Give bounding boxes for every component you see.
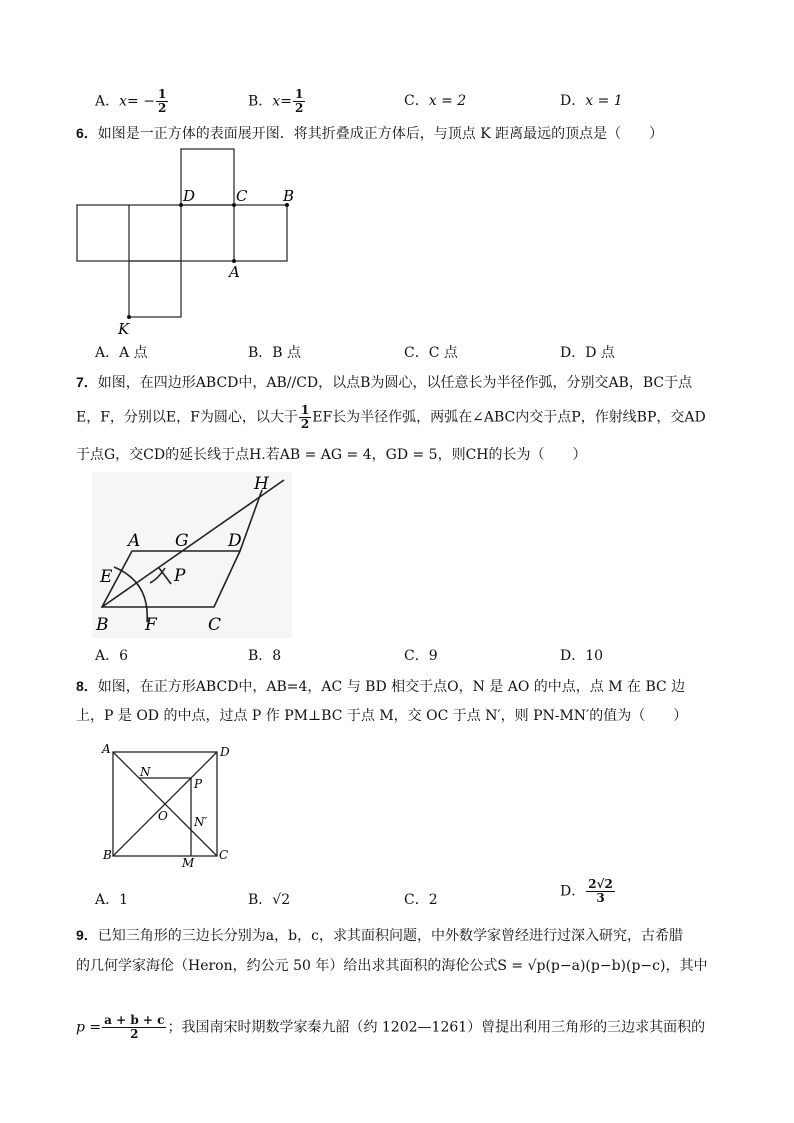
q5-option-d: D．x = 1 [560, 93, 623, 109]
label-b: B [103, 848, 112, 862]
label-n: N [140, 765, 151, 779]
q7-option-a: A．6 [95, 648, 129, 664]
q8-square-figure [98, 740, 243, 870]
q8-option-d: D． $\frac{2√2}{3}$ [560, 877, 613, 905]
q7-option-c: C．9 [404, 648, 438, 664]
label-m: M [182, 856, 195, 870]
q6-number: 6． [76, 125, 98, 141]
q9-number: 9． [76, 927, 98, 943]
label-b: B [283, 187, 295, 205]
q7-stem-line2: E，F，分别以E，F为圆心，以大于 $\frac{1}{2}$ EF长为半径作弧，两弧在∠ABC内交于点P，作射线BP，交AD [76, 403, 706, 431]
q7-number: 7． [76, 374, 98, 390]
q9-stem-line1: 9．已知三角形的三边长分别为a，b，c，求其面积问题，中外数学家曾经进行过深入研究，古希腊 [76, 927, 683, 944]
label-c: C [208, 615, 222, 635]
q8-option-a: A．1 [95, 892, 129, 908]
label-h: H [254, 474, 269, 494]
q6-option-d: D．D 点 [560, 345, 615, 361]
label-f: F [145, 615, 157, 635]
label-c: C [236, 187, 248, 205]
q7-stem-line1: 7．如图，在四边形ABCD中，AB//CD，以点B为圆心，以任意长为半径作弧，分别交AB，BC于点 [76, 374, 693, 391]
label-o: O [158, 809, 168, 823]
q8-option-b: B．√2 [248, 892, 291, 908]
label-g: G [175, 531, 189, 551]
label-p: P [174, 566, 186, 586]
label-a: A [229, 263, 240, 281]
q9-stem-line2: 的几何学家海伦（Heron，约公元 50 年）给出求其面积的海伦公式S = √p(p−a)(p−b)(p−c)，其中 [76, 958, 708, 974]
q6-stem: 6．如图是一正方体的表面展开图．将其折叠成正方体后，与顶点 K 距离最远的顶点是（ ） [76, 125, 664, 142]
q7-option-b: B．8 [248, 648, 282, 664]
q6-option-b: B．B 点 [248, 345, 302, 361]
point-k [127, 315, 131, 319]
label-d: D [183, 187, 196, 205]
label-k: K [118, 320, 130, 338]
label-a: A [128, 531, 141, 551]
label-e: E [100, 567, 113, 587]
q6-cube-net-figure [70, 145, 310, 340]
q9-stem-line3: p = $\frac{a + b + c}{2}$ ；我国南宋时期数学家秦九韶（约 1202—1261）曾提出利用三角形的三边求其面积的 [76, 1013, 706, 1041]
q5-option-b: B．x= $\frac{1}{2}$ [248, 87, 304, 115]
q8-stem-line2: 上，P 是 OD 的中点，过点 P 作 PM⊥BC 于点 M，交 OC 于点 N′，则 PN-MN′的值为（ ） [76, 708, 688, 724]
q8-number: 8． [76, 678, 98, 694]
q6-option-c: C．C 点 [404, 345, 458, 361]
label-p: P [194, 777, 203, 791]
label-d: D [220, 745, 230, 759]
label-b: B [96, 615, 109, 635]
q7-option-d: D．10 [560, 648, 604, 664]
q7-stem-line3: 于点G，交CD的延长线于点H.若AB = AG = 4，GD = 5，则CH的长为（ ） [76, 447, 587, 463]
label-n-prime: N′ [194, 815, 208, 829]
q5-option-a: A．x= − $\frac{1}{2}$ [95, 87, 167, 115]
q8-option-c: C．2 [404, 892, 438, 908]
q7-quadrilateral-figure [92, 472, 292, 638]
label-a: A [102, 742, 111, 756]
q6-option-a: A．A 点 [95, 345, 148, 361]
q5-option-c: C．x = 2 [404, 93, 467, 109]
label-d: D [228, 531, 242, 551]
label-c: C [219, 848, 229, 862]
q8-stem-line1: 8．如图，在正方形ABCD中，AB=4，AC 与 BD 相交于点O，N 是 AO 的中点，点 M 在 BC 边 [76, 678, 686, 695]
